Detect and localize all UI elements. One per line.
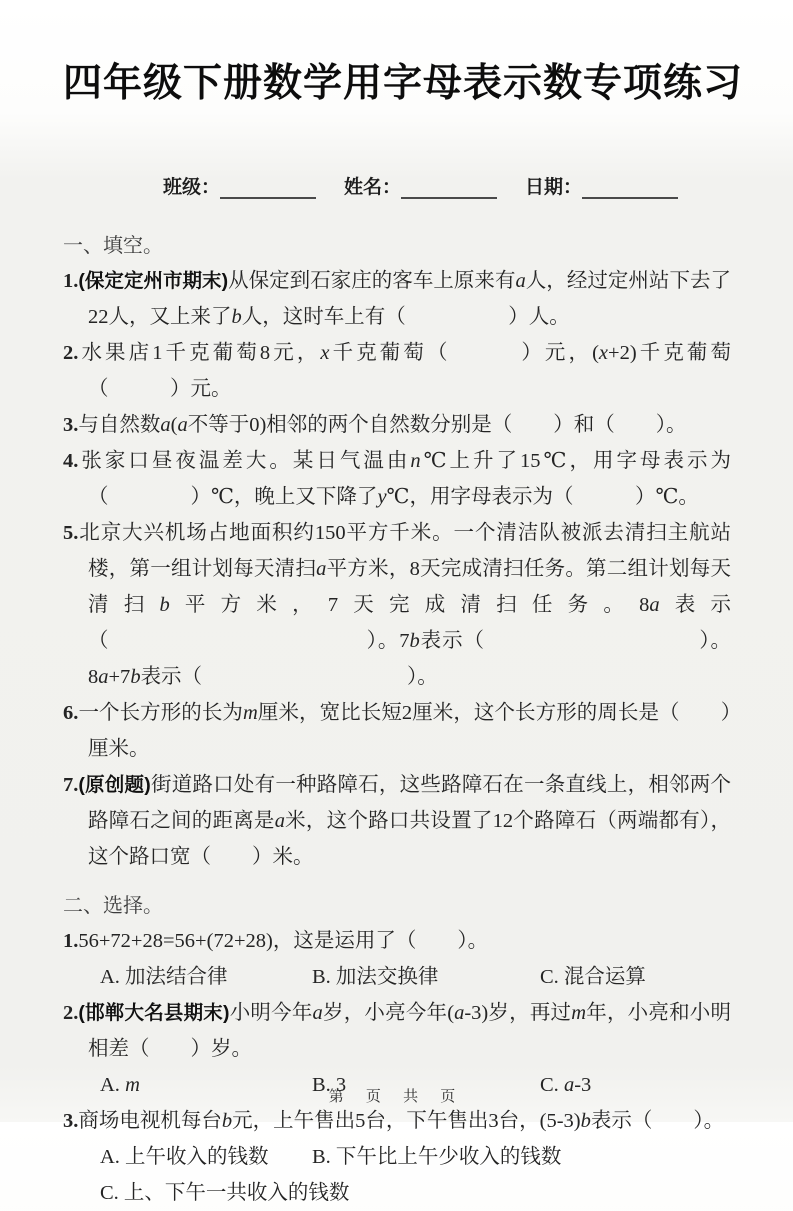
option-c: C. a-3 [540, 1074, 592, 1096]
question-number: 4. [63, 450, 79, 472]
section-fill-in-heading: 一、填空。 [63, 235, 163, 257]
date-field-label: 日期： [525, 177, 583, 198]
option-a: A. 加法结合律 [100, 966, 228, 988]
question-number: 7. [63, 774, 79, 796]
question-fill-6 [63, 695, 731, 767]
class-field-blank [220, 177, 316, 199]
question-fill-2 [63, 335, 731, 407]
question-number: 6. [63, 702, 79, 724]
question-fill-3 [63, 407, 731, 443]
class-field [163, 172, 316, 199]
question-number: 3. [63, 1110, 79, 1132]
question-text: 一个长方形的长为m厘米，宽比长短2厘米，这个长方形的周长是（ ）厘米。 [78, 702, 732, 760]
question-number: 1. [63, 270, 79, 292]
question-number: 2. [63, 1002, 79, 1024]
option-b: B. 下午比上午少收入的钱数 [312, 1146, 562, 1168]
question-text: 小明今年a岁，小亮今年(a-3)岁，再过m年，小亮和小明相差（ ）岁。 [88, 1002, 732, 1060]
option-b: B. 3 [312, 1074, 347, 1096]
student-info-row [163, 172, 731, 199]
option-a: A. m [100, 1074, 140, 1096]
name-field-label: 姓名： [344, 177, 402, 198]
question-text: 商场电视机每台b元，上午售出5台，下午售出3台，(5-3)b表示（ ）。 [78, 1110, 725, 1132]
name-field-blank [401, 177, 497, 199]
question-number: 1. [63, 930, 79, 952]
question-fill-5 [63, 515, 731, 695]
question-choice-3 [63, 1103, 731, 1139]
question-fill-4 [63, 443, 731, 515]
question-number: 3. [63, 414, 79, 436]
choice-1-options [63, 959, 731, 995]
name-field [344, 172, 497, 199]
question-text: 水果店1千克葡萄8元，x千克葡萄（ ）元，(x+2)千克葡萄（ ）元。 [78, 342, 732, 400]
option-b: B. 加法交换律 [312, 966, 439, 988]
question-choice-2 [63, 995, 731, 1067]
option-a: A. 上午收入的钱数 [100, 1146, 269, 1168]
question-choice-1 [63, 923, 731, 959]
question-text: 从保定到石家庄的客车上原来有a人，经过定州站下去了22人，又上来了b人，这时车上有（ ）人。 [88, 270, 731, 328]
question-source-tag: (原创题) [78, 774, 151, 796]
footer-page-label: 第 页 共 页 [328, 1088, 465, 1105]
page-title: 四年级下册数学用字母表示数专项练习 [63, 62, 744, 105]
option-c: C. 上、下午一共收入的钱数 [100, 1182, 350, 1204]
date-field-blank [582, 177, 678, 199]
question-fill-7 [63, 767, 731, 875]
question-text: 北京大兴机场占地面积约150平方千米。一个清洁队被派去清扫主航站楼，第一组计划每天清扫a平方米，8天完成清扫任务。第二组计划每天清扫b平方米，7天完成清扫任务。8a表示（ ）。7b表示（ ）。8a+7b表示（ ）。 [78, 522, 732, 688]
question-text: 56+72+28=56+(72+28)，这是运用了（ ）。 [78, 930, 489, 952]
question-number: 5. [63, 522, 79, 544]
class-field-label: 班级： [163, 177, 221, 198]
date-field [525, 172, 678, 199]
question-fill-1 [63, 263, 731, 335]
section-choice-heading: 二、选择。 [63, 895, 163, 917]
question-text: 与自然数a(a不等于0)相邻的两个自然数分别是（ ）和（ ）。 [78, 414, 687, 436]
choice-3-options [63, 1139, 731, 1211]
question-text: 张家口昼夜温差大。某日气温由n℃上升了15℃，用字母表示为（ ）℃，晚上又下降了y℃，用字母表示为（ ）℃。 [78, 450, 731, 508]
question-source-tag: (保定定州市期末) [78, 270, 229, 292]
question-text: 街道路口处有一种路障石，这些路障石在一条直线上，相邻两个路障石之间的距离是a米，这个路口共设置了12个路障石（两端都有），这个路口宽（ ）米。 [88, 774, 732, 868]
option-c: C. 混合运算 [540, 966, 646, 988]
question-source-tag: (邯郸大名县期末) [78, 1002, 230, 1024]
question-number: 2. [63, 342, 79, 364]
